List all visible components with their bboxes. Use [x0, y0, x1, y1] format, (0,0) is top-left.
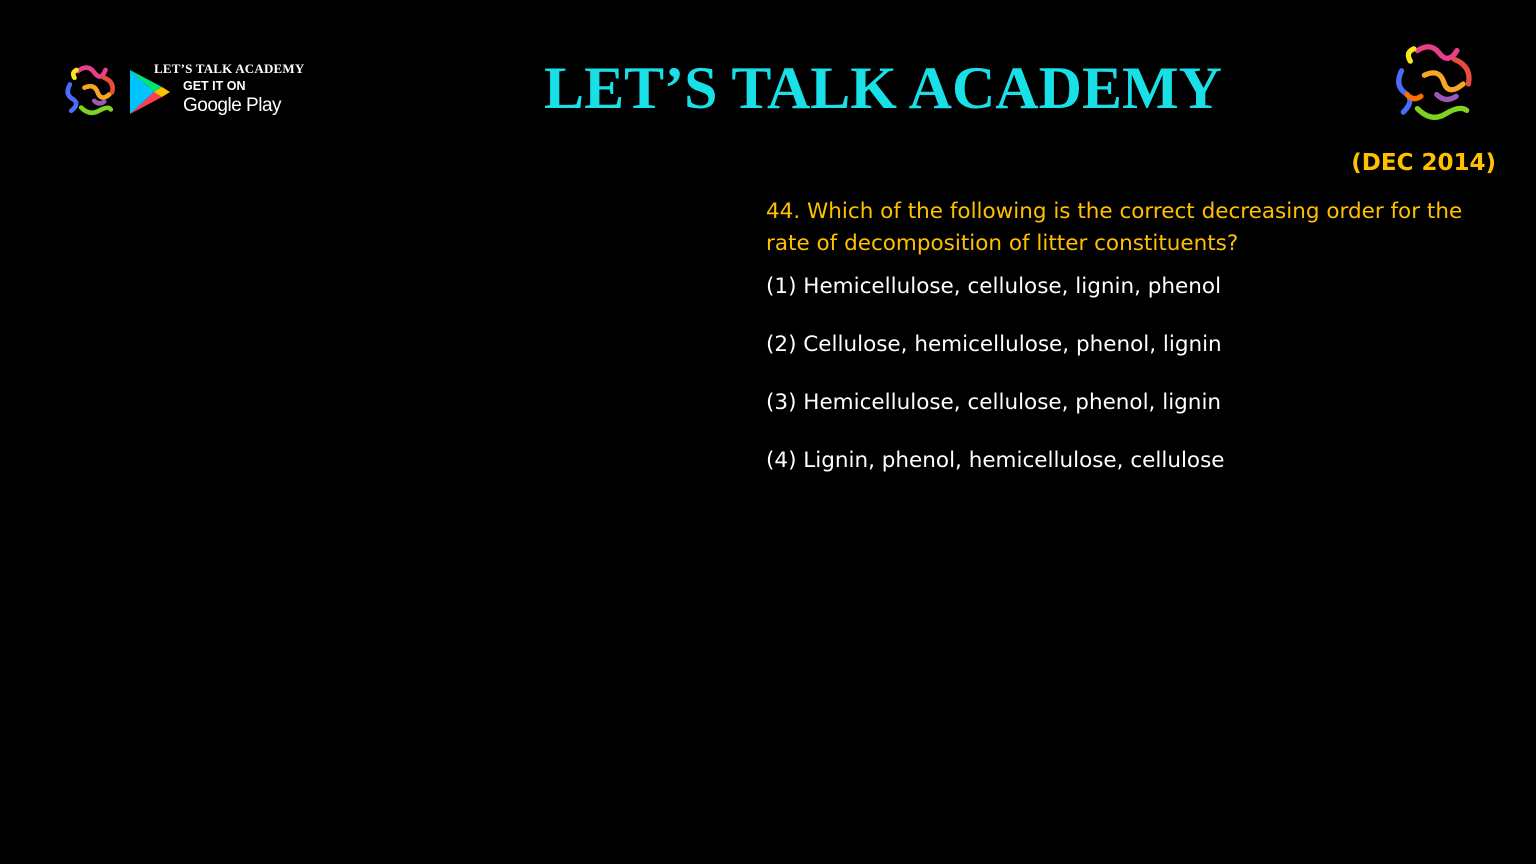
option-3: (3) Hemicellulose, cellulose, phenol, lignin	[766, 390, 1222, 415]
academy-logo-icon	[1390, 40, 1480, 128]
page-title: LET’S TALK ACADEMY	[544, 55, 1222, 121]
option-4: (4) Lignin, phenol, hemicellulose, cellulose	[766, 448, 1225, 473]
answer-options	[766, 272, 1506, 504]
badge-store-name: Google Play	[183, 95, 282, 116]
badge-get-it-on: GET IT ON	[183, 79, 246, 93]
question-text: 44. Which of the following is the correct decreasing order for the rate of decomposition of litter constituents?	[766, 199, 1463, 256]
option-2: (2) Cellulose, hemicellulose, phenol, lignin	[766, 332, 1222, 357]
exam-session-label: (DEC 2014)	[1351, 150, 1496, 176]
option-1: (1) Hemicellulose, cellulose, lignin, phenol	[766, 274, 1222, 299]
badge-academy-name: LET’S TALK ACADEMY	[154, 61, 305, 76]
